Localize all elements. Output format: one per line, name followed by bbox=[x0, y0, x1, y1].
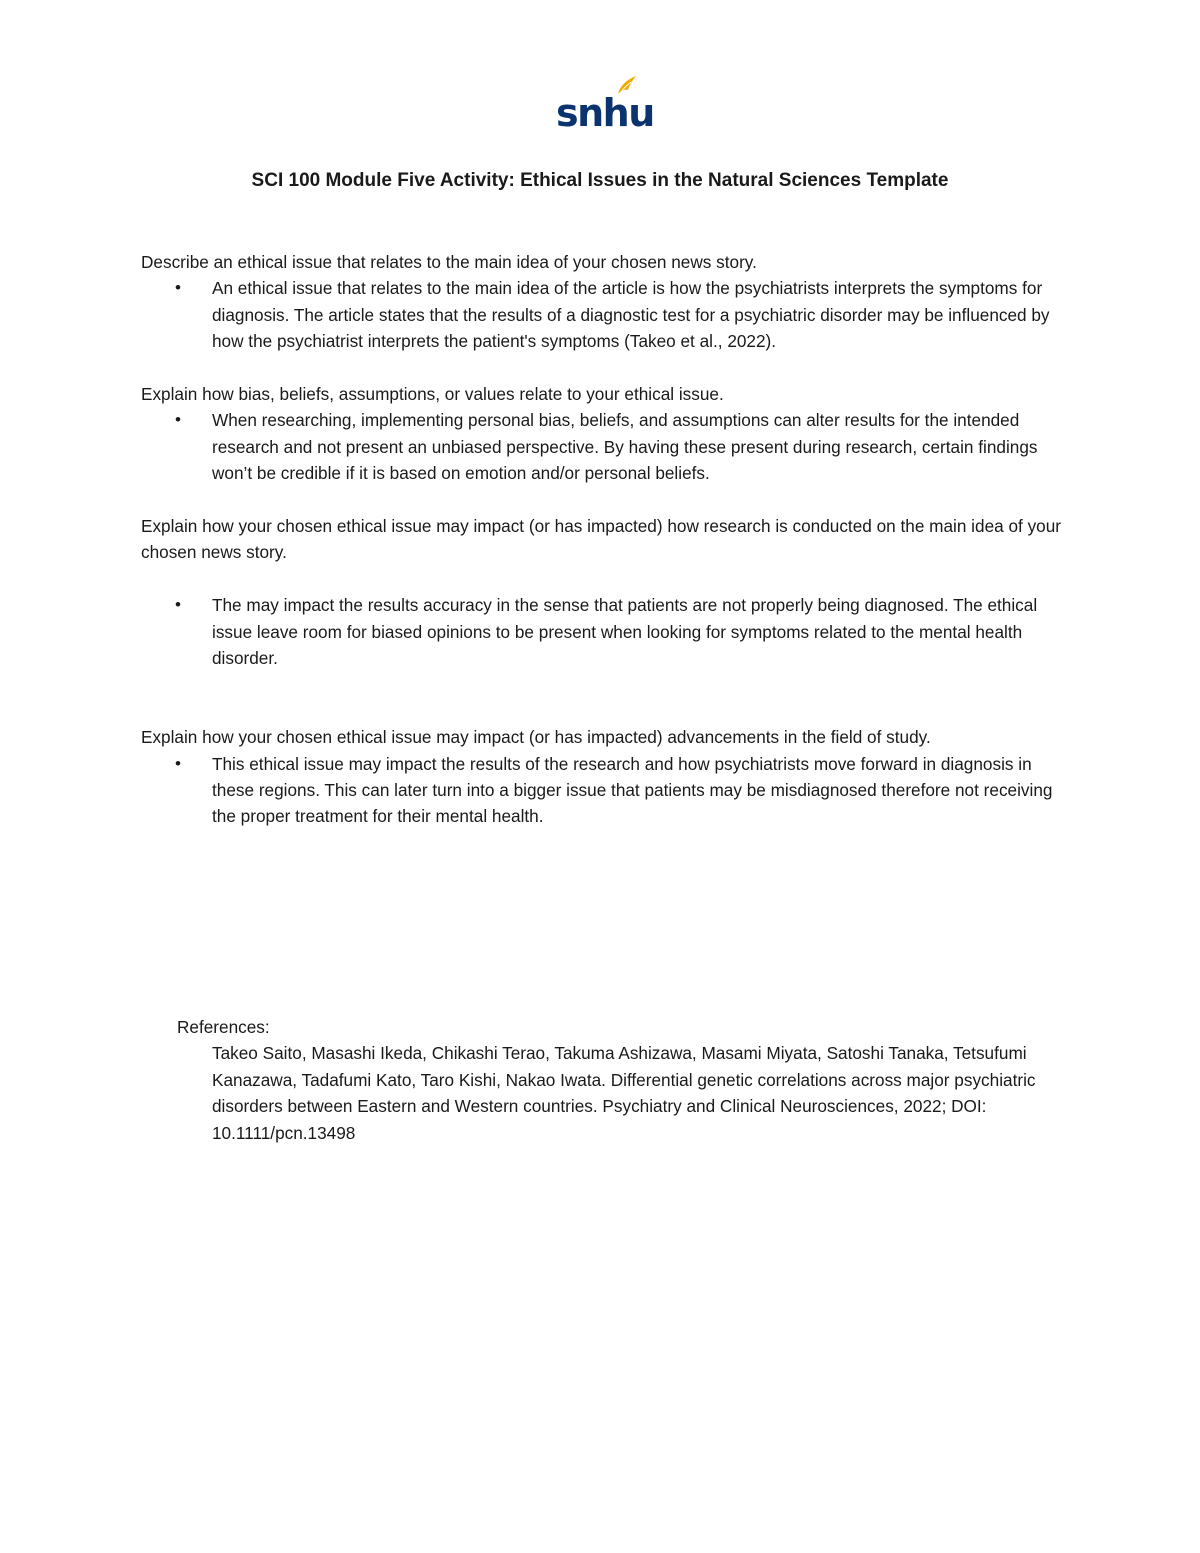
page-title: SCI 100 Module Five Activity: Ethical Issues in the Natural Sciences Template bbox=[251, 170, 949, 191]
document-body bbox=[141, 249, 1071, 830]
snhu-logo bbox=[556, 74, 654, 135]
list-item bbox=[175, 592, 1071, 671]
answer-list-3 bbox=[141, 592, 1071, 671]
answer-list-1 bbox=[141, 275, 1071, 354]
question-3: Explain how your chosen ethical issue may impact (or has impacted) how research is conducted on the main idea of your chosen news story. bbox=[141, 516, 1062, 563]
reference-entry: Takeo Saito, Masashi Ikeda, Chikashi Terao, Takuma Ashizawa, Masami Miyata, Satoshi Tanaka, Tetsufumi Kanazawa, Tadafumi Kato, Taro Kishi, Nakao Iwata. Differential genetic correlations across major psychiatric disorders between Eastern and Western countries. Psychiatry and Clinical Neurosciences, 2022; DOI: 10.1111/pcn.13498 bbox=[212, 1043, 1036, 1143]
logo-wordmark: snhu bbox=[556, 91, 654, 135]
answer-2: When researching, implementing personal bias, beliefs, and assumptions can alter results for the intended research and not present an unbiased perspective. By having these present during research, certain findings won’t be credible if it is based on emotion and/or personal beliefs. bbox=[212, 410, 1038, 484]
question-4: Explain how your chosen ethical issue may impact (or has impacted) advancements in the field of study. bbox=[141, 727, 931, 748]
answer-3: The may impact the results accuracy in the sense that patients are not properly being diagnosed. The ethical issue leave room for biased opinions to be present when looking for symptoms related to the mental health disorder. bbox=[212, 595, 1038, 669]
bullet-icon: • bbox=[175, 595, 181, 615]
list-item bbox=[175, 407, 1071, 486]
bullet-icon: • bbox=[175, 278, 181, 298]
list-item bbox=[175, 751, 1071, 830]
answer-list-2 bbox=[141, 407, 1071, 486]
references-section bbox=[177, 1014, 1057, 1146]
list-item bbox=[175, 275, 1071, 354]
bullet-icon: • bbox=[175, 410, 181, 430]
question-2: Explain how bias, beliefs, assumptions, or values relate to your ethical issue. bbox=[141, 384, 724, 405]
answer-list-4 bbox=[141, 751, 1071, 830]
answer-4: This ethical issue may impact the results of the research and how psychiatrists move forward in diagnosis in these regions. This can later turn into a bigger issue that patients may be misdiagnosed therefore not receiving the proper treatment for their mental health. bbox=[212, 753, 1053, 827]
answer-1: An ethical issue that relates to the main idea of the article is how the psychiatrists interprets the symptoms for diagnosis. The article states that the results of a diagnostic test for a psychiatric disorder may be influenced by how the psychiatrist interprets the patient's symptoms (Takeo et al., 2022). bbox=[212, 278, 1050, 352]
question-1: Describe an ethical issue that relates to the main idea of your chosen news story. bbox=[141, 252, 757, 272]
bullet-icon: • bbox=[175, 753, 181, 773]
references-heading: References: bbox=[177, 1017, 270, 1037]
